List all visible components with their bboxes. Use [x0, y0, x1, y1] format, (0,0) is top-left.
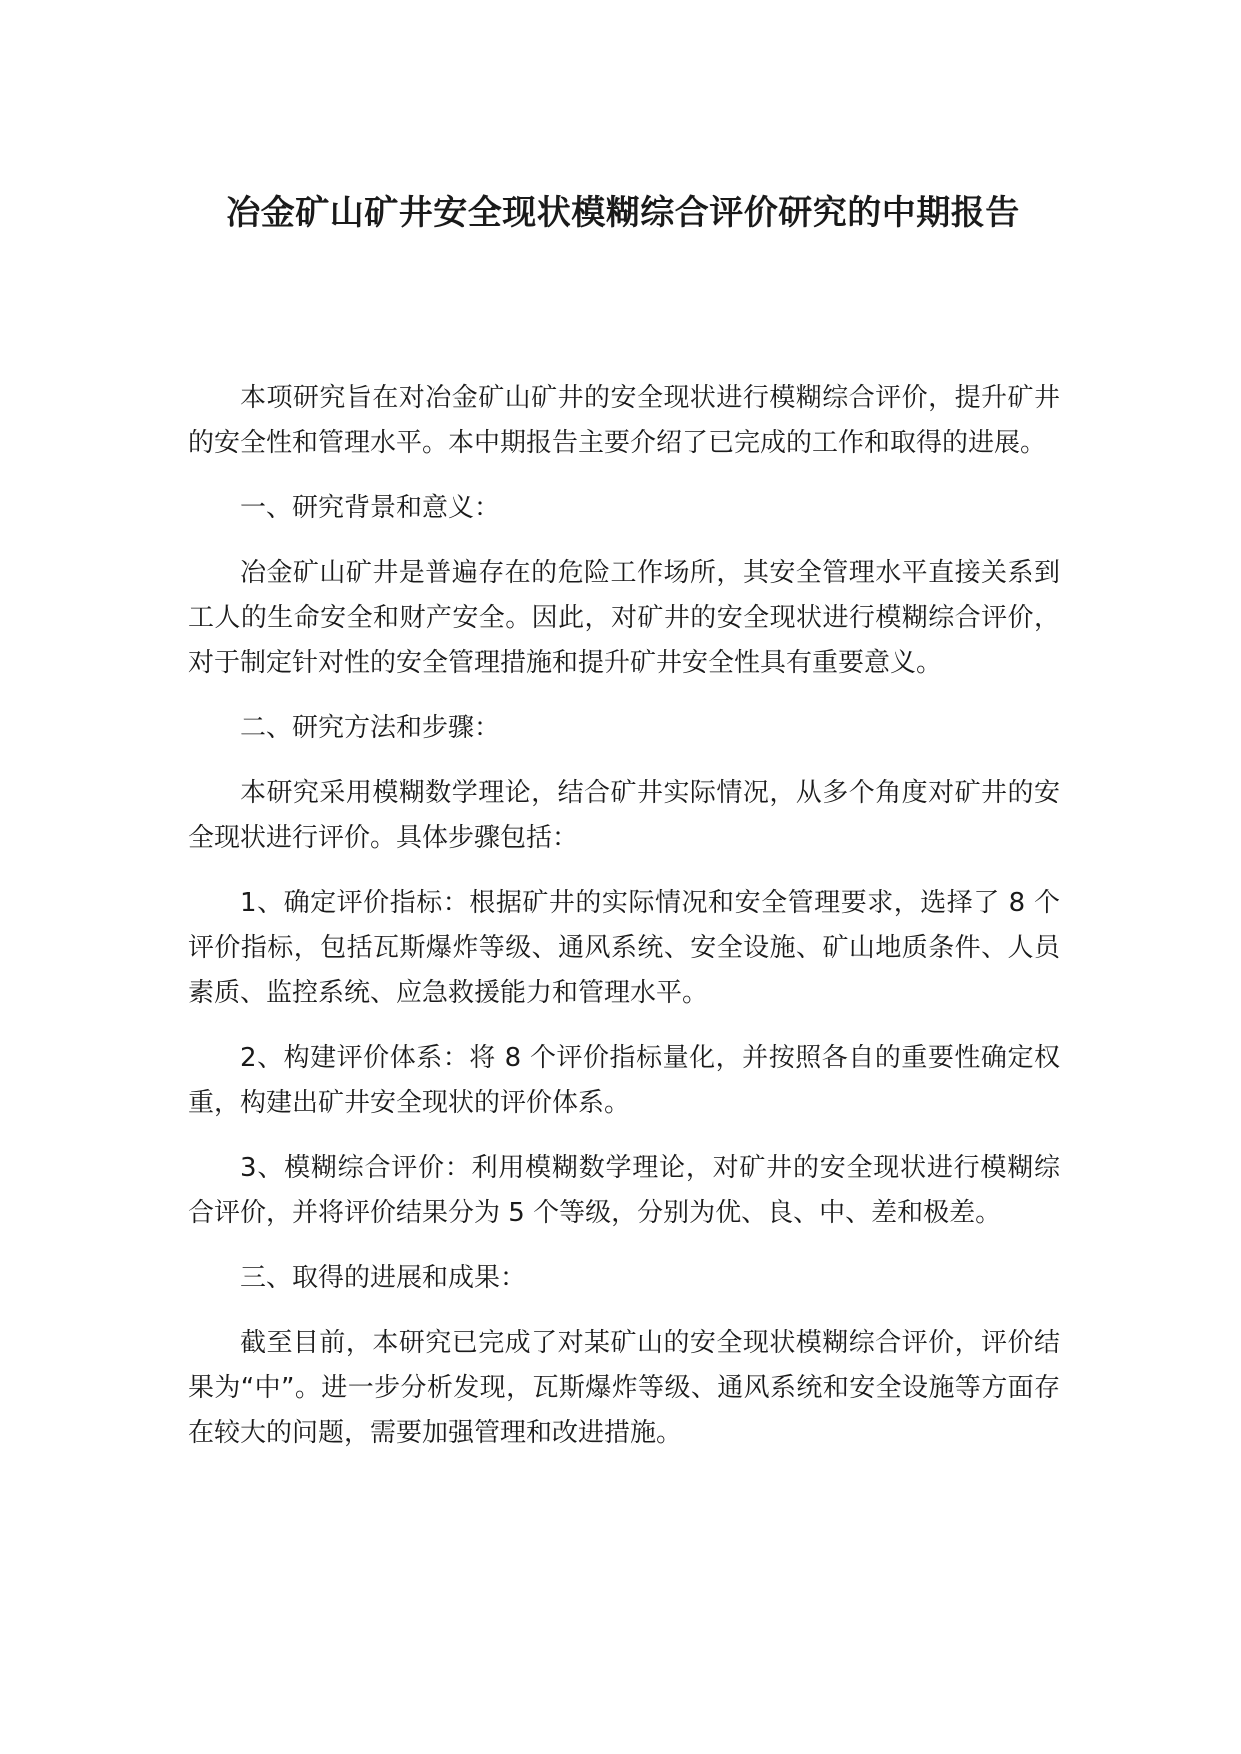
paragraph-methods: 本研究采用模糊数学理论，结合矿井实际情况，从多个角度对矿井的安全现状进行评价。具体步骤包括：	[188, 778, 1060, 853]
section-heading-progress: 三、取得的进展和成果：	[240, 1263, 527, 1293]
step-3-evaluation: 3、模糊综合评价：利用模糊数学理论，对矿井的安全现状进行模糊综合评价，并将评价结果分为 5 个等级，分别为优、良、中、差和极差。	[188, 1153, 1060, 1228]
step-2-system: 2、构建评价体系：将 8 个评价指标量化，并按照各自的重要性确定权重，构建出矿井安全现状的评价体系。	[188, 1043, 1060, 1118]
paragraph-background: 冶金矿山矿井是普遍存在的危险工作场所，其安全管理水平直接关系到工人的生命安全和财产安全。因此，对矿井的安全现状进行模糊综合评价，对于制定针对性的安全管理措施和提升矿井安全性具有重要意义。	[188, 558, 1060, 678]
section-heading-methods: 二、研究方法和步骤：	[240, 713, 501, 743]
step-1-indicators: 1、确定评价指标：根据矿井的实际情况和安全管理要求，选择了 8 个评价指标，包括瓦斯爆炸等级、通风系统、安全设施、矿山地质条件、人员素质、监控系统、应急救援能力和管理水平。	[188, 888, 1060, 1008]
document-title: 冶金矿山矿井安全现状模糊综合评价研究的中期报告	[226, 193, 1020, 233]
section-heading-background: 一、研究背景和意义：	[240, 493, 501, 523]
paragraph-progress: 截至目前，本研究已完成了对某矿山的安全现状模糊综合评价，评价结果为“中”。进一步分析发现，瓦斯爆炸等级、通风系统和安全设施等方面存在较大的问题，需要加强管理和改进措施。	[188, 1328, 1060, 1448]
document-body	[188, 376, 1060, 1476]
paragraph-intro: 本项研究旨在对冶金矿山矿井的安全现状进行模糊综合评价，提升矿井的安全性和管理水平。本中期报告主要介绍了已完成的工作和取得的进展。	[188, 383, 1060, 458]
